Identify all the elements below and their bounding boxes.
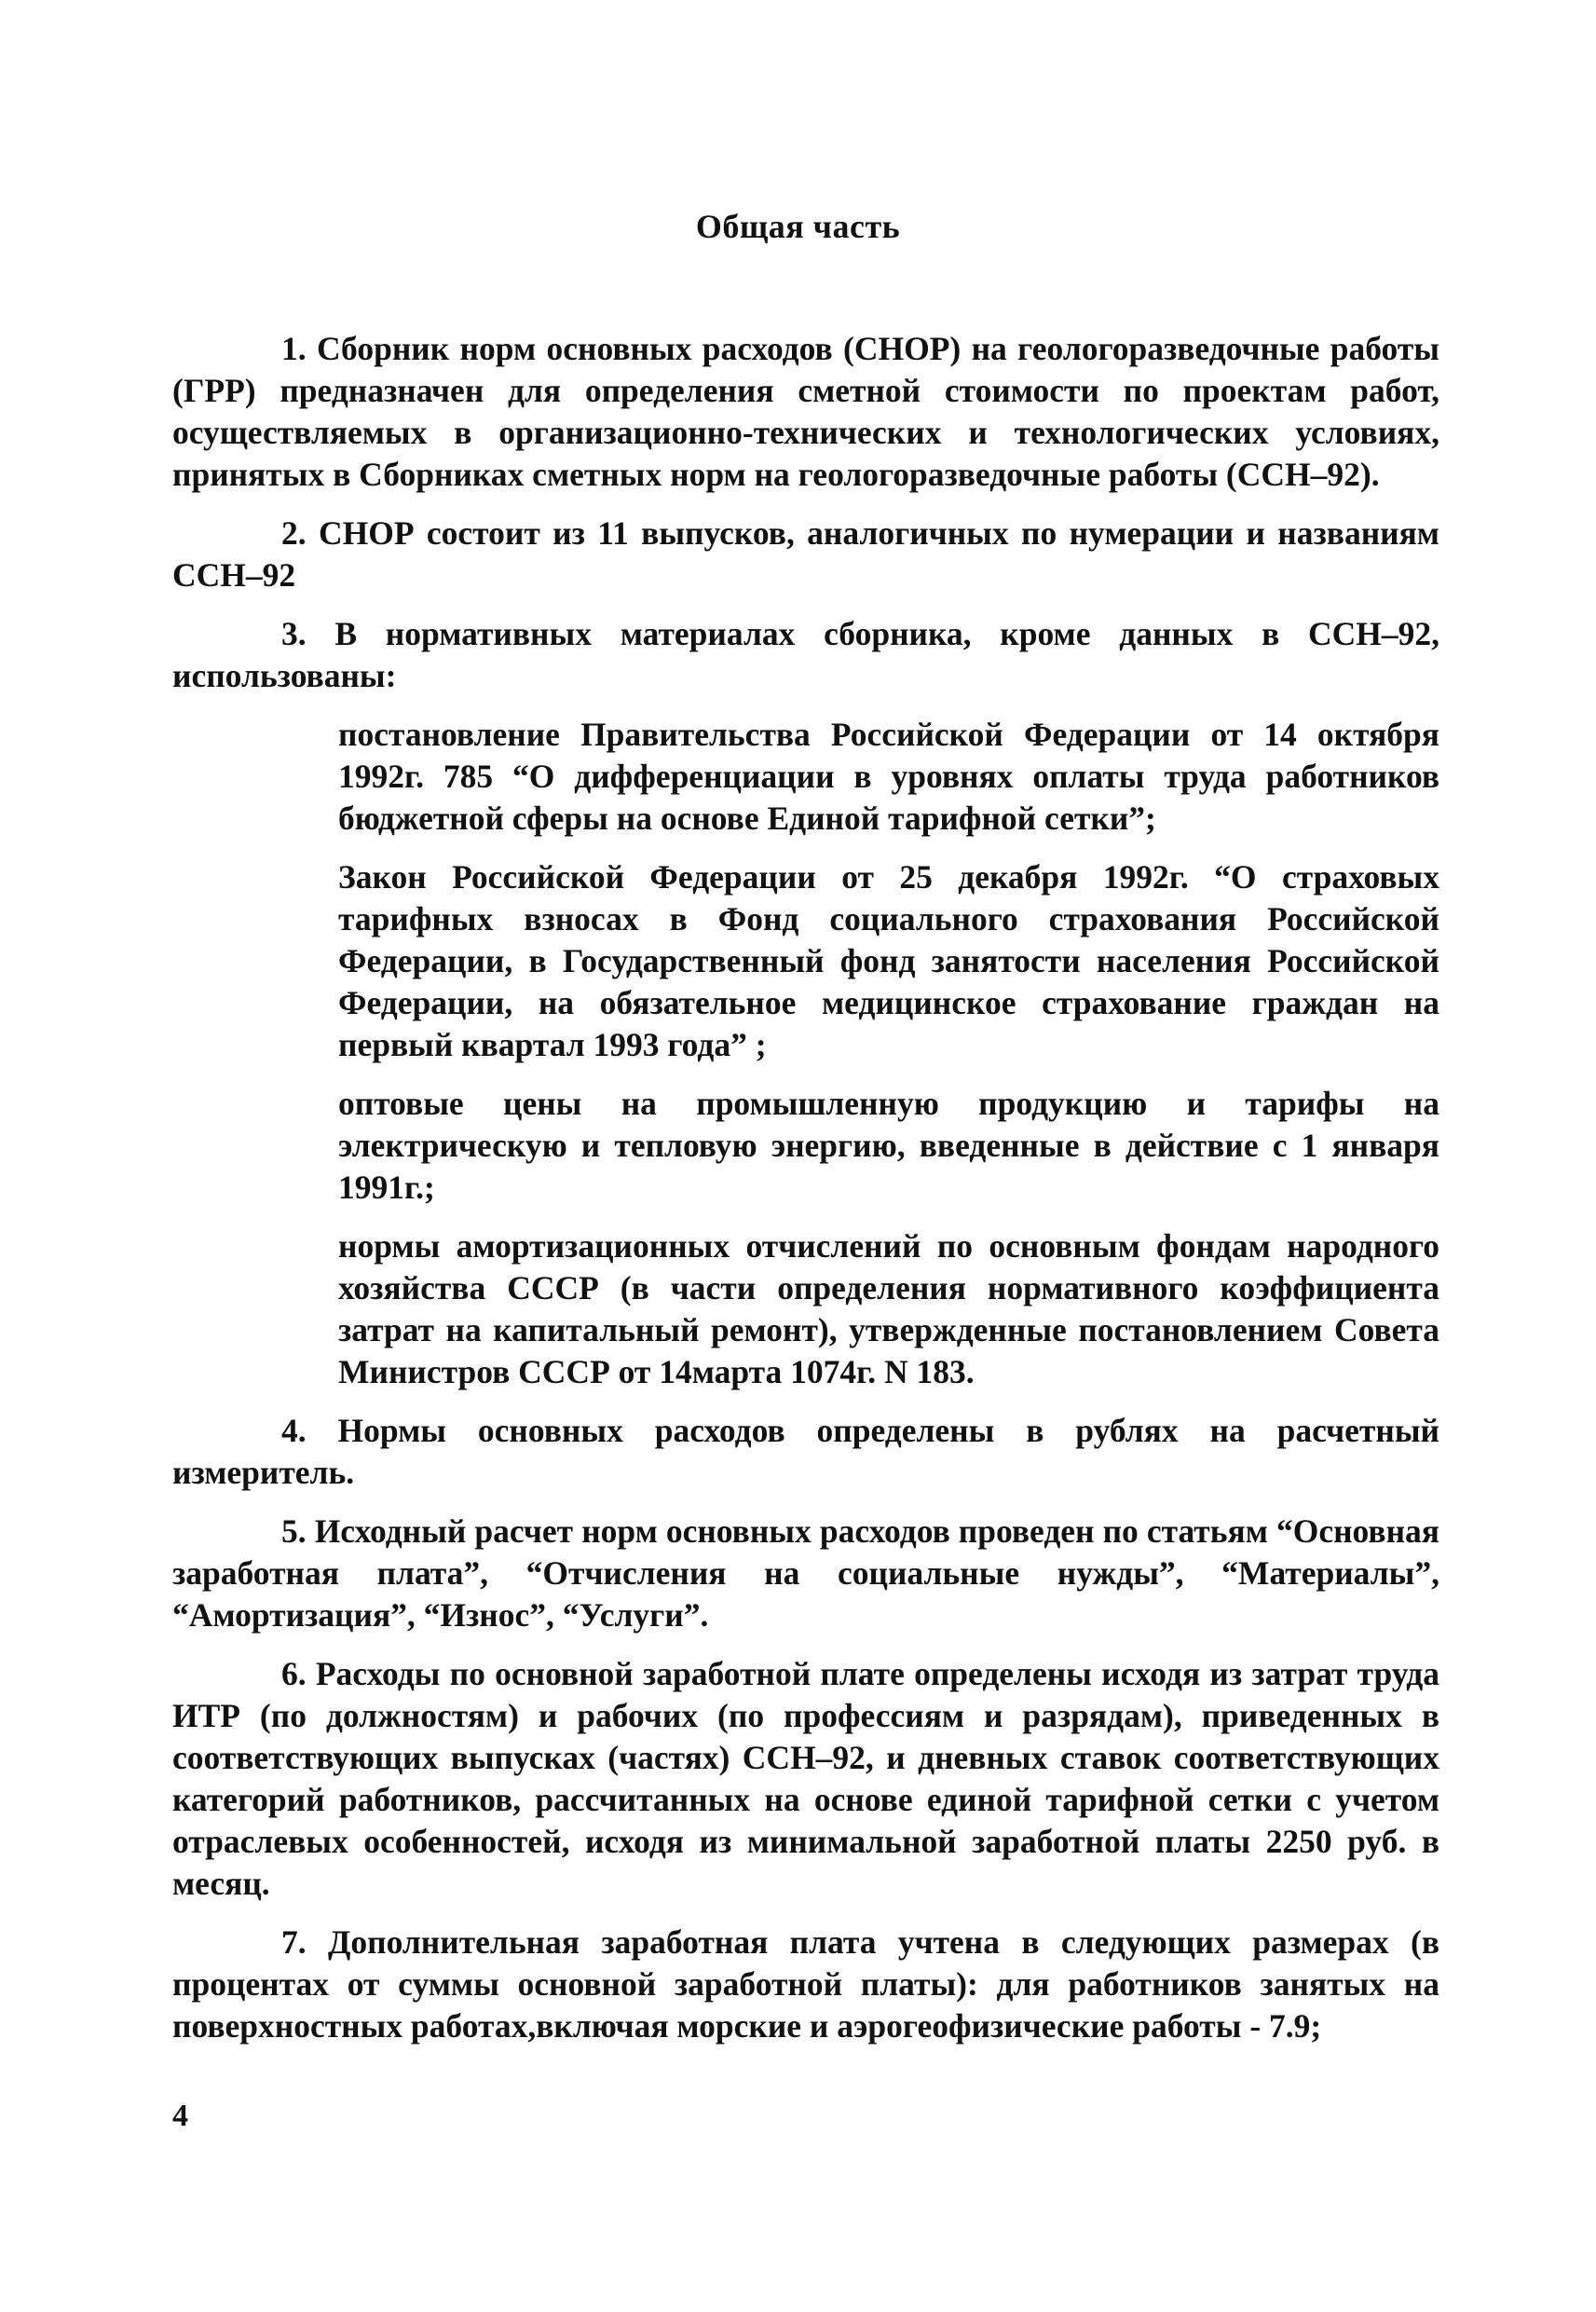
paragraph-5: 5. Исходный расчет норм основных расходов проведен по статьям “Основная заработная плата”, “Отчисления на социальные нужды”, “Материалы”, “Амортизация”, “Износ”, “Услуги”. [172, 1512, 1439, 1634]
section-heading: Общая часть [695, 208, 901, 245]
paragraph-3-item: оптовые цены на промышленную продукцию и тарифы на электрическую и тепловую энергию, введенные в действие с 1 января 1991г.; [338, 1085, 1439, 1206]
paragraph-3-item: нормы амортизационных отчислений по основным фондам народного хозяйства СССР (в части определения нормативного коэффициента затрат на капитальный ремонт), утвержденные постановлением Совета Министров СССР от 14марта 1074г. N 183. [338, 1227, 1439, 1390]
paragraph-3-item: постановление Правительства Российской Федерации от 14 октября 1992г. 785 “О дифференциации в уровнях оплаты труда работников бюджетной сферы на основе Единой тарифной сетки”; [338, 716, 1439, 837]
paragraph-4: 4. Нормы основных расходов определены в рублях на расчетный измеритель. [172, 1412, 1439, 1491]
paragraph-3: 3. В нормативных материалах сборника, кроме данных в ССН–92, использованы: [172, 615, 1439, 694]
paragraph-7: 7. Дополнительная заработная плата учтена в следующих размерах (в процентах от суммы основной заработной платы): для работников занятых на поверхностных работах,включая морские и аэрогеофизические работы - 7.9; [172, 1923, 1439, 2045]
document-body [172, 328, 1439, 2064]
paragraph-3-item: Закон Российской Федерации от 25 декабря 1992г. “О страховых тарифных взносах в Фонд социального страхования Российской Федерации, в Государственный фонд занятости населения Российской Федерации, на обязательное медицинское страхование граждан на первый квартал 1993 года” ; [338, 858, 1439, 1063]
page-number: 4 [172, 2099, 188, 2133]
paragraph-6: 6. Расходы по основной заработной плате определены исходя из затрат труда ИТР (по должностям) и рабочих (по профессиям и разрядам), приведенных в соответствующих выпусках (частях) ССН–92, и дневных ставок соответствующих категорий работников, рассчитанных на основе единой тарифной сетки с учетом отраслевых особенностей, исходя из минимальной заработной платы 2250 руб. в месяц. [172, 1655, 1439, 1902]
paragraph-2: 2. СНОР состоит из 11 выпусков, аналогичных по нумерации и названиям ССН–92 [172, 514, 1439, 594]
paragraph-1: 1. Сборник норм основных расходов (СНОР) на геологоразведочные работы (ГРР) предназначен для определения сметной стоимости по проектам работ, осуществляемых в организационно-технических и технологических условиях, принятых в Сборниках сметных норм на геологоразведочные работы (ССН–92). [172, 330, 1439, 493]
